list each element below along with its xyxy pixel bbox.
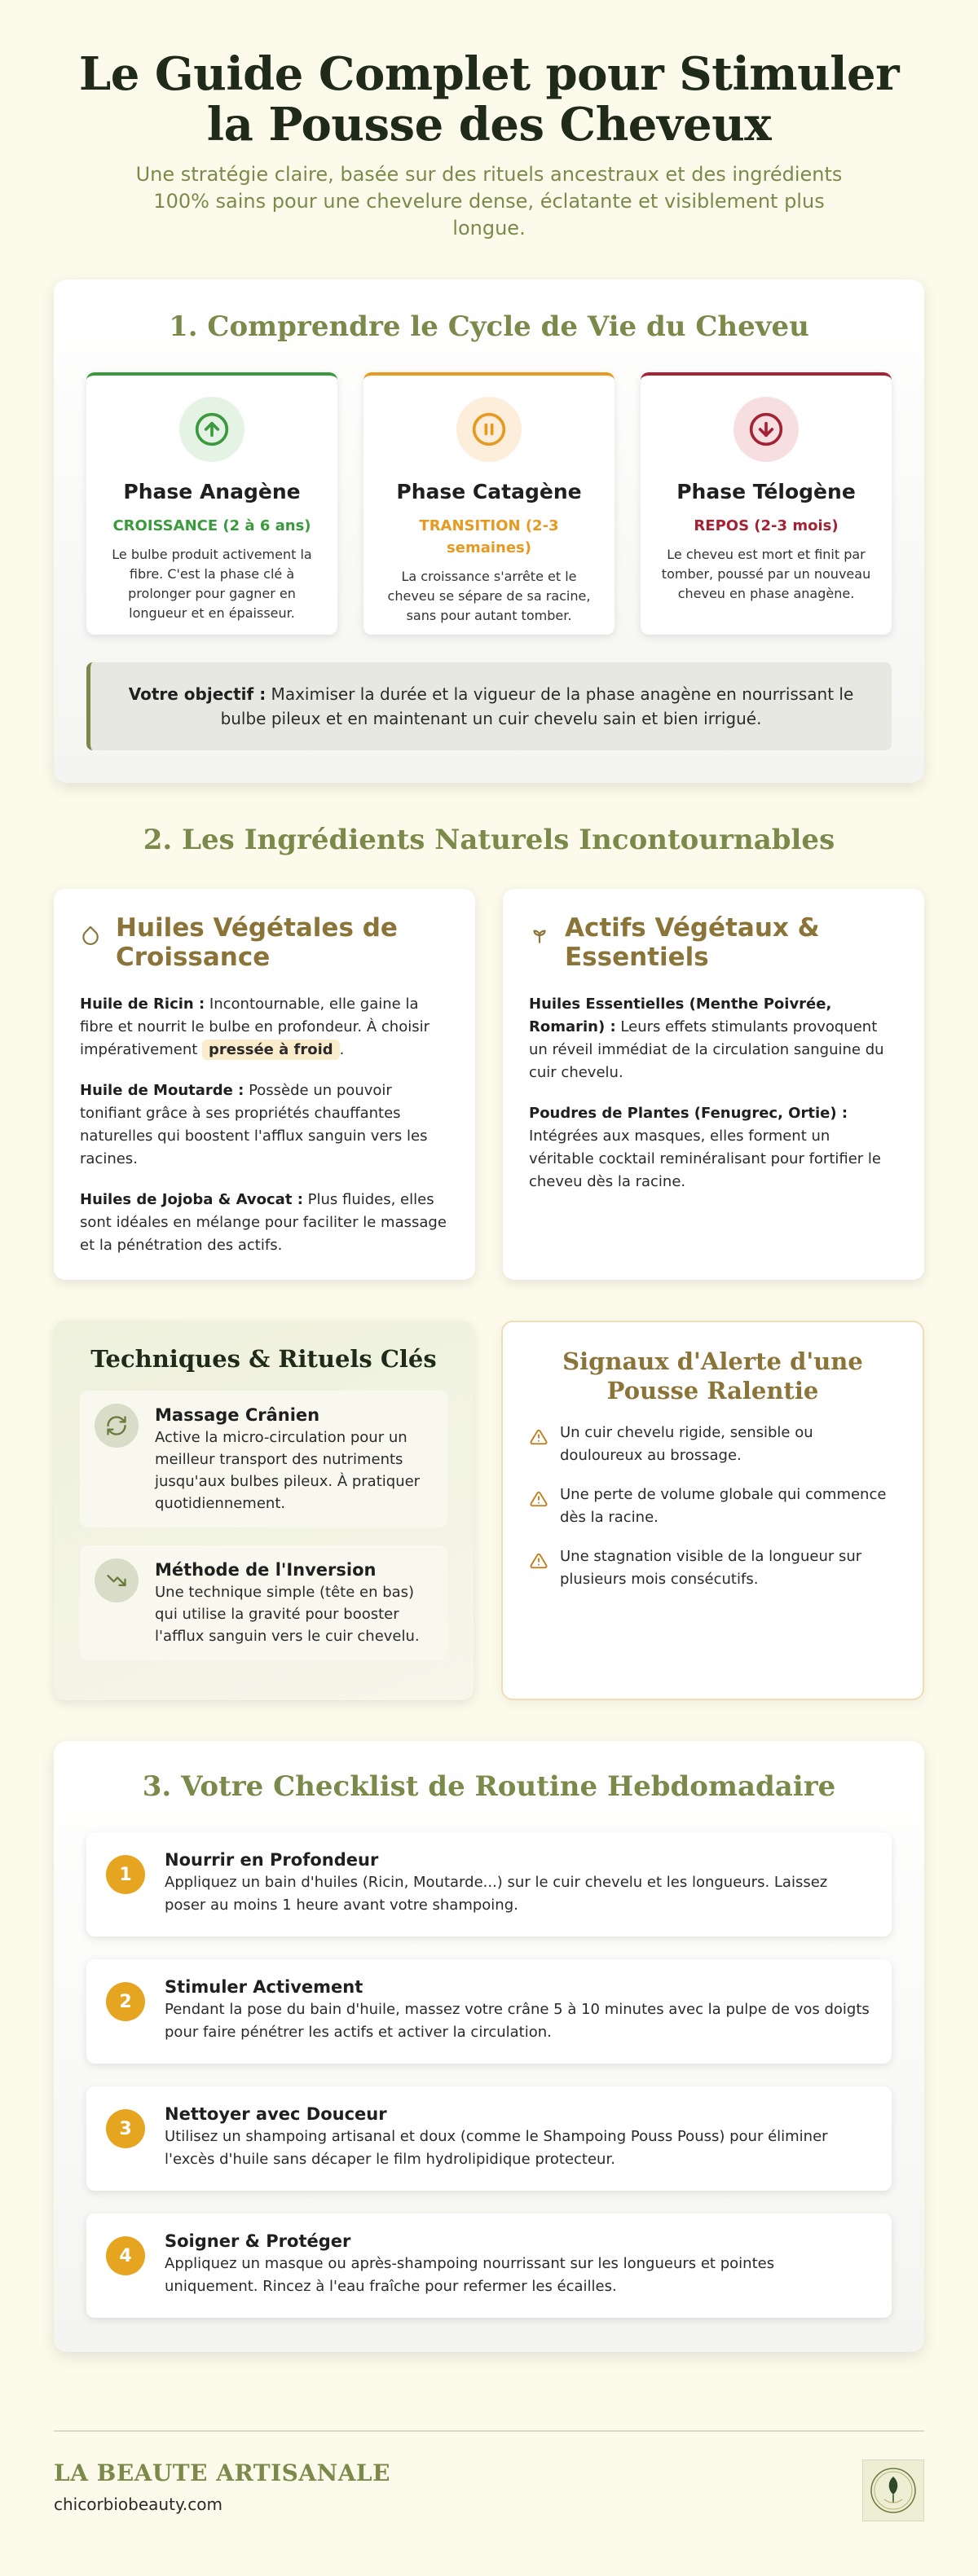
- phase-duration: TRANSITION (2-3 semaines): [419, 517, 559, 556]
- ingredients-row: [54, 889, 924, 1280]
- actives-card-title: Actifs Végétaux & Essentiels: [565, 913, 820, 972]
- ingredient-item: [529, 993, 898, 1084]
- routine-section: [54, 1741, 924, 2352]
- ingredient-item: [80, 1189, 449, 1257]
- title-line-1: Le Guide Complet pour Stimuler: [78, 47, 900, 101]
- routine-section-title: 3. Votre Checklist de Routine Hebdomadaire: [142, 1770, 836, 1803]
- alert-item: [529, 1545, 896, 1591]
- ingredient-label: Huile de Moutarde :: [80, 1082, 244, 1099]
- brand-name: LA BEAUTE ARTISANALE: [54, 2460, 390, 2486]
- alert-item: [529, 1484, 896, 1529]
- phase-name: Phase Télogène: [676, 480, 856, 503]
- step-description: Utilisez un shampoing artisanal et doux (comme le Shampoing Pouss Pouss) pour éliminer l'excès d'huile sans décaper le film hydrolipidique protecteur.: [165, 2128, 828, 2168]
- objective-label: Votre objectif :: [128, 684, 267, 704]
- phase-name: Phase Anagène: [123, 480, 301, 503]
- title-line-2: la Pousse des Cheveux: [206, 98, 772, 152]
- page-title: [54, 49, 924, 150]
- ingredient-label: Poudres de Plantes (Fenugrec, Ortie) :: [529, 1105, 848, 1122]
- alert-text: Une perte de volume globale qui commence dès la racine.: [560, 1486, 887, 1526]
- routine-step: [86, 2213, 892, 2318]
- step-name: Soigner & Protéger: [165, 2231, 351, 2251]
- actives-card: [503, 889, 924, 1280]
- step-description: Appliquez un bain d'huiles (Ricin, Moutarde...) sur le cuir chevelu et les longueurs. Laissez poser au moins 1 heure avant votre shampoing.: [165, 1874, 828, 1914]
- ingredient-label: Huile de Ricin :: [80, 996, 205, 1013]
- cycle-section-title: 1. Comprendre le Cycle de Vie du Cheveu: [169, 310, 809, 343]
- ingredients-section-title: 2. Les Ingrédients Naturels Incontournables: [143, 824, 835, 856]
- ingredient-text: Intégrées aux masques, elles forment un véritable cocktail reminéralisant pour fortifier le cheveu dès la racine.: [529, 1128, 881, 1190]
- phase-list: [86, 372, 892, 635]
- step-name: Stimuler Activement: [165, 1977, 363, 1997]
- sprout-icon: [529, 923, 553, 951]
- warning-icon: [529, 1490, 548, 1529]
- phase-description: La croissance s'arrête et le cheveu se sépare de sa racine, sans pour autant tomber.: [387, 569, 591, 623]
- phase-card-anagen: [86, 372, 337, 635]
- technique-name: Massage Crânien: [155, 1405, 320, 1425]
- ingredient-text: Leurs effets stimulants provoquent un réveil immédiat de la circulation sanguine du cuir chevelu.: [529, 1018, 884, 1081]
- routine-step: [86, 1959, 892, 2064]
- phase-description: Le cheveu est mort et finit par tomber, poussé par un nouveau cheveu en phase anagène.: [661, 547, 871, 601]
- ingredient-text: Incontournable, elle gaine la fibre et nourrit le bulbe en profondeur. À choisir impérativement: [80, 996, 430, 1058]
- phase-card-telogen: [641, 372, 892, 635]
- drop-icon: [80, 923, 104, 951]
- phase-description: Le bulbe produit activement la fibre. C'est la phase clé à prolonger pour gagner en longueur et en épaisseur.: [112, 547, 312, 621]
- objective-text: Maximiser la durée et la vigueur de la phase anagène en nourrissant le bulbe pileux et en maintenant un cuir chevelu sain et bien irrigué.: [220, 684, 854, 728]
- techniques-card-title: Techniques & Rituels Clés: [90, 1345, 437, 1373]
- step-name: Nourrir en Profondeur: [165, 1850, 379, 1870]
- arrow-down-circle-icon: [734, 397, 799, 462]
- alert-item: [529, 1422, 896, 1467]
- ingredient-text-end: .: [339, 1041, 345, 1058]
- technique-description: Active la micro-circulation pour un meilleur transport des nutriments jusqu'aux bulbes pileux. À pratiquer quotidiennement.: [155, 1429, 421, 1512]
- trending-down-icon: [95, 1558, 139, 1602]
- step-number-badge: 3: [106, 2109, 145, 2148]
- phase-duration: REPOS (2-3 mois): [694, 517, 839, 534]
- step-description: Pendant la pose du bain d'huile, massez votre crâne 5 à 10 minutes avec la pulpe de vos doigts pour faire pénétrer les actifs et activer la circulation.: [165, 2001, 870, 2041]
- technique-item-inversion: [80, 1545, 447, 1660]
- phase-card-catagen: [363, 372, 615, 635]
- footer: [54, 2430, 924, 2521]
- ingredient-label: Huiles Essentielles (Menthe Poivrée, Romarin) :: [529, 996, 832, 1035]
- alert-text: Un cuir chevelu rigide, sensible ou douloureux au brossage.: [560, 1424, 813, 1464]
- ingredient-item: [529, 1102, 898, 1193]
- leaf-logo-icon: [862, 2460, 924, 2521]
- alerts-card-title: Signaux d'Alerte d'une Pousse Ralentie: [562, 1347, 863, 1404]
- alert-text: Une stagnation visible de la longueur sur plusieurs mois consécutifs.: [560, 1548, 862, 1588]
- step-number-badge: 2: [106, 1982, 145, 2021]
- oils-card-title: Huiles Végétales de Croissance: [116, 913, 398, 972]
- objective-box: [86, 662, 892, 750]
- technique-description: Une technique simple (tête en bas) qui utilise la gravité pour booster l'afflux sanguin vers le cuir chevelu.: [155, 1584, 420, 1645]
- ingredient-item: [80, 1079, 449, 1171]
- step-description: Appliquez un masque ou après-shampoing nourrissant sur les longueurs et pointes uniquement. Rincez à l'eau fraîche pour refermer les écailles.: [165, 2255, 775, 2295]
- page-subtitle: Une stratégie claire, basée sur des rituels ancestraux et des ingrédients 100% sains pour une chevelure dense, éclatante et visiblement plus longue.: [135, 163, 843, 240]
- technique-name: Méthode de l'Inversion: [155, 1560, 377, 1580]
- ingredient-label: Huiles de Jojoba & Avocat :: [80, 1191, 303, 1208]
- arrow-up-circle-icon: [179, 397, 244, 462]
- highlight-badge: pressée à froid: [202, 1040, 340, 1060]
- techniques-alerts-row: [54, 1321, 924, 1700]
- pause-circle-icon: [456, 397, 522, 462]
- routine-step: [86, 2086, 892, 2191]
- technique-item-massage: [80, 1391, 447, 1528]
- oils-card: [54, 889, 475, 1280]
- phase-name: Phase Catagène: [396, 480, 582, 503]
- refresh-icon: [95, 1404, 139, 1448]
- step-name: Nettoyer avec Douceur: [165, 2104, 387, 2124]
- step-number-badge: 4: [106, 2236, 145, 2275]
- alerts-card: [501, 1321, 924, 1700]
- ingredient-item: [80, 993, 449, 1062]
- website-link[interactable]: chicorbiobeauty.com: [54, 2495, 223, 2514]
- step-number-badge: 1: [106, 1855, 145, 1894]
- routine-step: [86, 1832, 892, 1936]
- ingredient-text: Plus fluides, elles sont idéales en mélange pour faciliter le massage et la pénétration des actifs.: [80, 1191, 447, 1254]
- techniques-card: [54, 1321, 474, 1700]
- phase-duration: CROISSANCE (2 à 6 ans): [112, 517, 311, 534]
- warning-icon: [529, 1552, 548, 1591]
- cycle-section: [54, 279, 924, 783]
- warning-icon: [529, 1428, 548, 1467]
- ingredient-text: Possède un pouvoir tonifiant grâce à ses propriétés chauffantes naturelles qui boostent l'afflux sanguin vers les racines.: [80, 1082, 428, 1167]
